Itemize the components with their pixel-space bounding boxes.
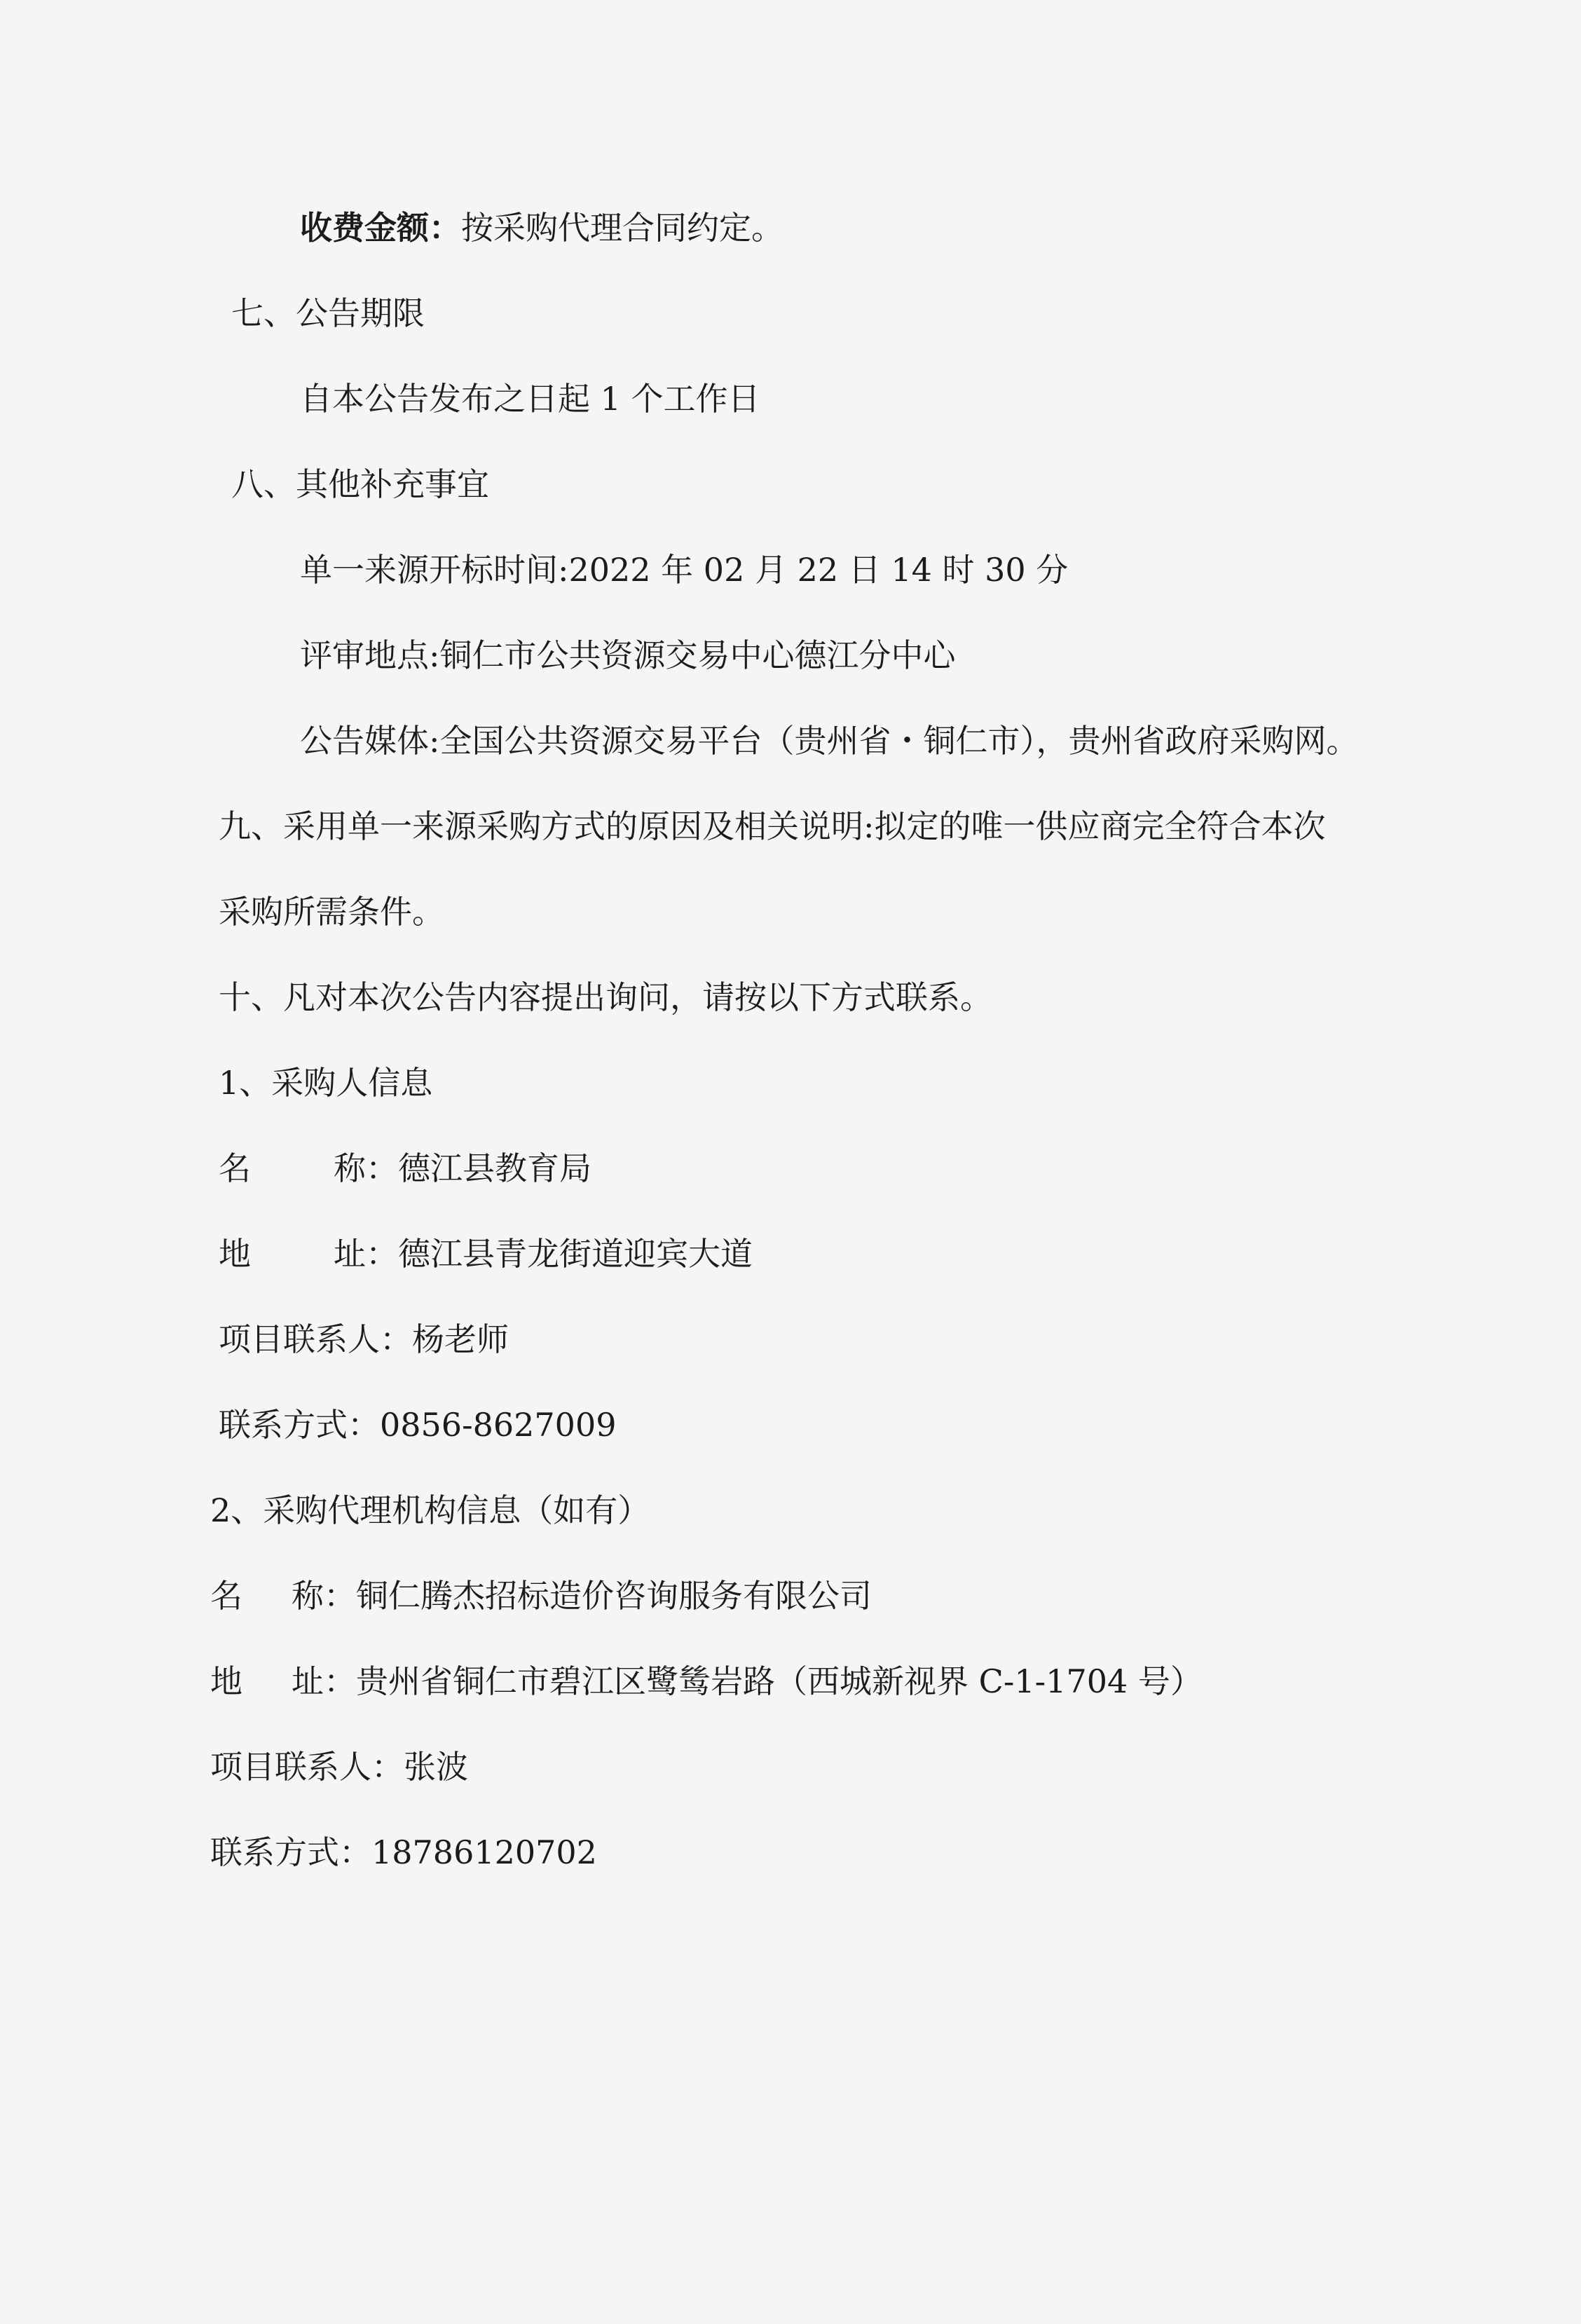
section-7-text: 自本公告发布之日起 1 个工作日 <box>300 380 760 418</box>
fee-value: 按采购代理合同约定。 <box>461 209 783 247</box>
purchaser-tel: 0856-8627009 <box>380 1406 617 1444</box>
agency-name-line <box>210 1577 872 1615</box>
open-time-line: 单一来源开标时间:2022 年 02 月 22 日 14 时 30 分 <box>300 551 1069 589</box>
purchaser-name-label-2: 称： <box>334 1149 398 1187</box>
section-8-heading: 八、其他补充事宜 <box>231 465 489 503</box>
section-7-heading: 七、公告期限 <box>231 294 425 332</box>
agency-name: 铜仁腾杰招标造价咨询服务有限公司 <box>356 1577 872 1615</box>
purchaser-contact-label: 项目联系人： <box>219 1320 412 1358</box>
agency-tel-line <box>210 1833 597 1871</box>
agency-contact-label: 项目联系人： <box>210 1748 404 1786</box>
section-9-line-2: 采购所需条件。 <box>219 893 444 931</box>
agency-name-label-1: 名 <box>210 1577 242 1615</box>
agency-heading: 2、采购代理机构信息（如有） <box>210 1491 650 1529</box>
purchaser-name-line <box>219 1149 591 1187</box>
agency-name-label-2: 称： <box>292 1577 356 1615</box>
purchaser-tel-line <box>219 1406 617 1444</box>
purchaser-address: 德江县青龙街道迎宾大道 <box>398 1235 753 1273</box>
purchaser-name: 德江县教育局 <box>398 1149 591 1187</box>
purchaser-heading: 1、采购人信息 <box>219 1064 433 1102</box>
agency-contact-line <box>210 1748 468 1786</box>
agency-contact: 张波 <box>404 1748 468 1786</box>
agency-address: 贵州省铜仁市碧江区鹭鸶岩路（西城新视界 C-1-1704 号） <box>356 1662 1203 1700</box>
purchaser-addr-label-1: 地 <box>219 1235 251 1273</box>
agency-tel-label: 联系方式： <box>210 1833 371 1871</box>
purchaser-contact: 杨老师 <box>412 1320 509 1358</box>
purchaser-contact-line <box>219 1320 509 1358</box>
fee-label: 收费金额： <box>300 209 461 247</box>
purchaser-tel-label: 联系方式： <box>219 1406 380 1444</box>
agency-addr-label-1: 地 <box>210 1662 242 1700</box>
section-9-line-1: 九、采用单一来源采购方式的原因及相关说明:拟定的唯一供应商完全符合本次 <box>219 807 1326 845</box>
venue-line: 评审地点:铜仁市公共资源交易中心德江分中心 <box>300 636 956 674</box>
agency-tel: 18786120702 <box>371 1833 597 1871</box>
purchaser-addr-label-2: 址： <box>334 1235 398 1273</box>
purchaser-name-label-1: 名 <box>219 1149 251 1187</box>
purchaser-address-line <box>219 1235 753 1273</box>
agency-addr-label-2: 址： <box>292 1662 356 1700</box>
section-10-heading: 十、凡对本次公告内容提出询问，请按以下方式联系。 <box>219 978 992 1016</box>
fee-line <box>300 209 783 247</box>
agency-address-line <box>210 1662 1203 1700</box>
media-line: 公告媒体:全国公共资源交易平台（贵州省・铜仁市），贵州省政府采购网。 <box>300 722 1359 760</box>
